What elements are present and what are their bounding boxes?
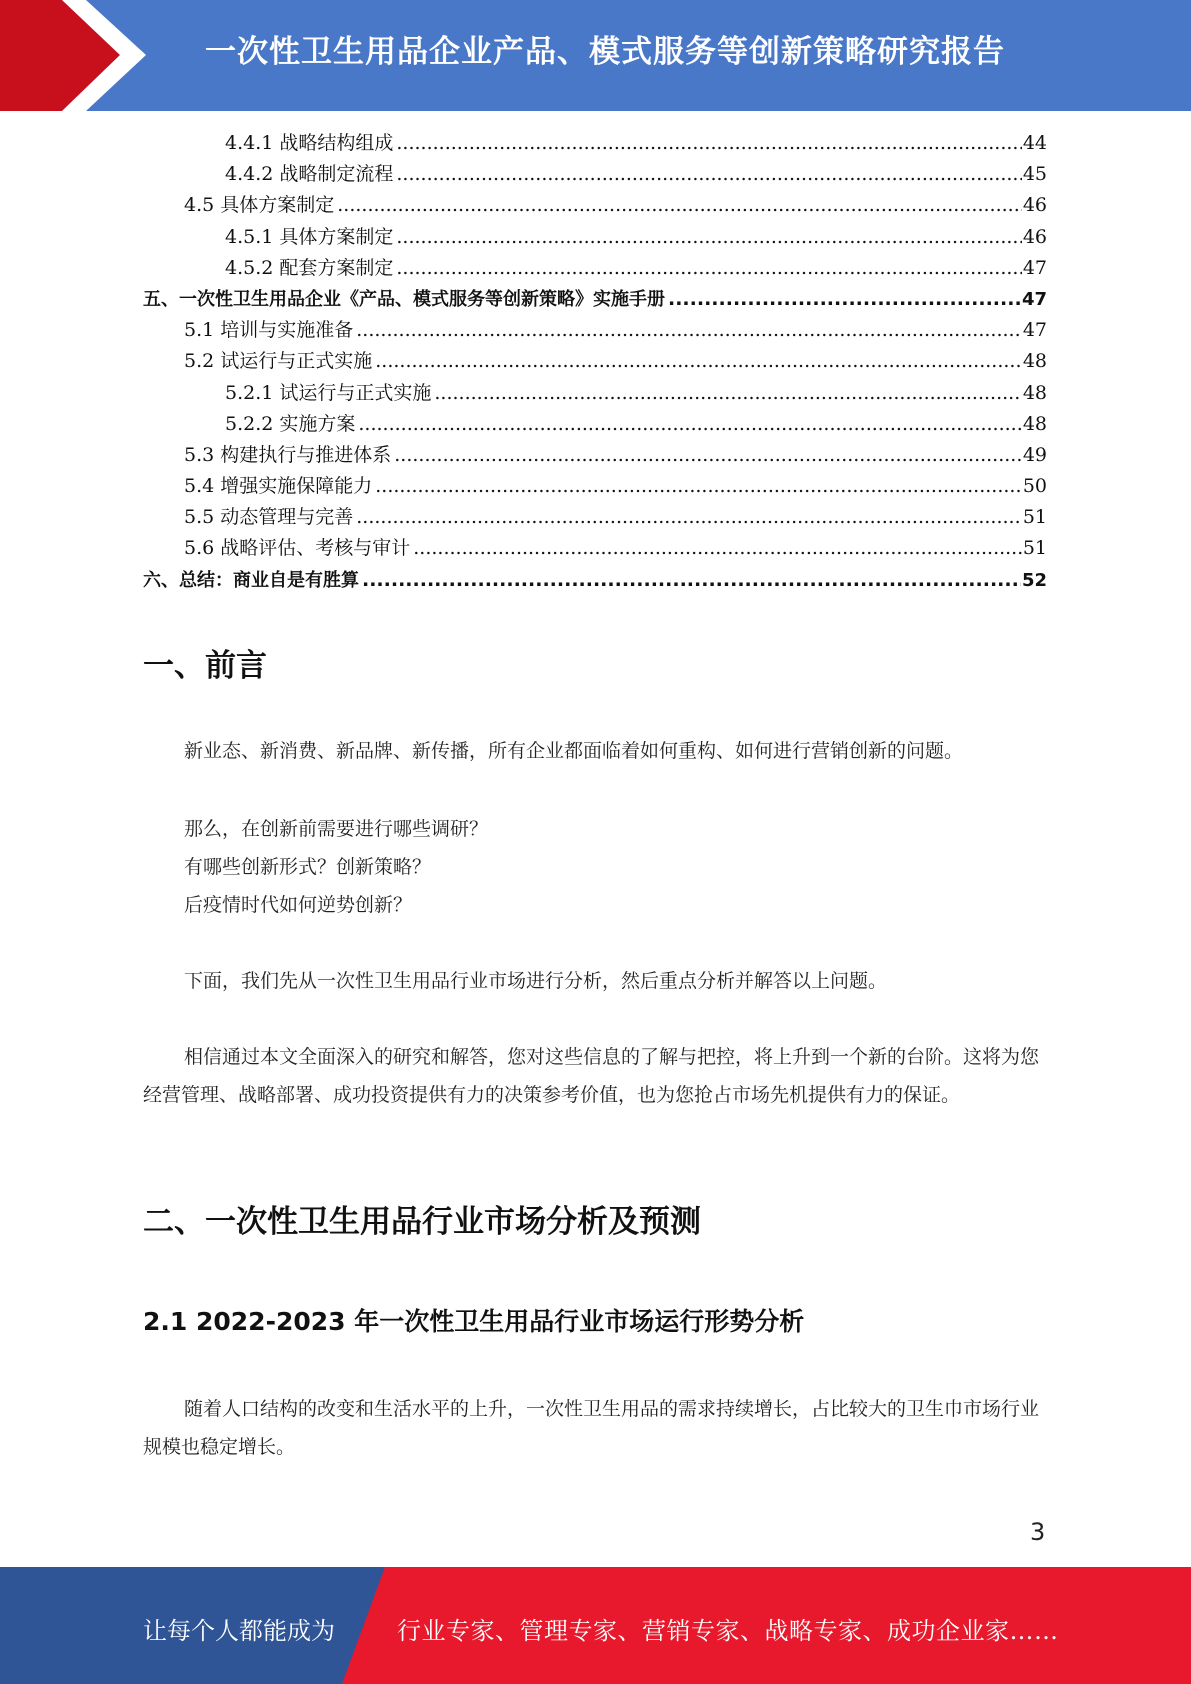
page-footer bbox=[0, 1567, 1191, 1684]
toc-dot-leader bbox=[413, 533, 1022, 564]
footer-slogan-left: 让每个人都能成为 bbox=[143, 1617, 335, 1645]
toc-dot-leader bbox=[396, 159, 1021, 190]
toc-entry-title: 5.5 动态管理与完善 bbox=[184, 506, 354, 529]
toc-dot-leader bbox=[362, 565, 1021, 596]
paragraph: 那么，在创新前需要进行哪些调研？ bbox=[184, 818, 489, 840]
toc-dot-leader bbox=[396, 253, 1021, 284]
toc-entry-title: 5.4 增强实施保障能力 bbox=[184, 475, 373, 498]
toc-entry-page: 45 bbox=[1022, 163, 1047, 186]
toc-entry-title: 六、总结：商业自是有胜算 bbox=[143, 569, 359, 591]
paragraph: 相信通过本文全面深入的研究和解答，您对这些信息的了解与把控，将上升到一个新的台阶。这将为您经营管理、战略部署、成功投资提供有力的决策参考价值，也为您抢占市场先机提供有力的保证。 bbox=[143, 1046, 1040, 1106]
toc-dot-leader bbox=[375, 471, 1022, 502]
toc-dot-leader bbox=[394, 440, 1022, 471]
toc-entry-title: 5.2.1 试运行与正式实施 bbox=[225, 381, 432, 404]
toc-entry-page: 51 bbox=[1022, 506, 1047, 529]
toc-entry[interactable] bbox=[143, 159, 1047, 190]
table-of-contents bbox=[143, 128, 1047, 596]
paragraph: 随着人口结构的改变和生活水平的上升，一次性卫生用品的需求持续增长，占比较大的卫生巾市场行业规模也稳定增长。 bbox=[143, 1398, 1040, 1458]
toc-dot-leader bbox=[396, 222, 1021, 253]
toc-entry[interactable] bbox=[143, 315, 1047, 346]
toc-dot-leader bbox=[356, 315, 1022, 346]
toc-entry-title: 5.1 培训与实施准备 bbox=[184, 319, 354, 342]
toc-entry[interactable] bbox=[143, 502, 1047, 533]
toc-entry-title: 4.5.2 配套方案制定 bbox=[225, 256, 394, 279]
toc-entry[interactable] bbox=[143, 471, 1047, 502]
toc-entry-page: 46 bbox=[1022, 194, 1047, 217]
toc-entry-title: 五、一次性卫生用品企业《产品、模式服务等创新策略》实施手册 bbox=[143, 288, 665, 310]
toc-entry-title: 4.5 具体方案制定 bbox=[184, 194, 335, 217]
toc-dot-leader bbox=[337, 190, 1022, 221]
toc-entry[interactable] bbox=[143, 565, 1047, 596]
footer-slogan-right: 行业专家、管理专家、营销专家、战略专家、成功企业家…… bbox=[397, 1617, 1059, 1645]
toc-entry[interactable] bbox=[143, 284, 1047, 315]
toc-dot-leader bbox=[668, 284, 1021, 315]
toc-entry[interactable] bbox=[143, 346, 1047, 377]
paragraph: 新业态、新消费、新品牌、新传播，所有企业都面临着如何重构、如何进行营销创新的问题。 bbox=[184, 740, 964, 762]
toc-entry-page: 46 bbox=[1022, 225, 1047, 248]
toc-entry-title: 4.5.1 具体方案制定 bbox=[225, 225, 394, 248]
toc-dot-leader bbox=[356, 502, 1022, 533]
section-heading-preface: 一、前言 bbox=[143, 648, 267, 684]
header-red-arrow-decoration bbox=[0, 0, 160, 111]
toc-entry-title: 5.2 试运行与正式实施 bbox=[184, 350, 373, 373]
toc-entry[interactable] bbox=[143, 533, 1047, 564]
toc-entry[interactable] bbox=[143, 128, 1047, 159]
toc-entry-page: 47 bbox=[1021, 288, 1047, 310]
report-title: 一次性卫生用品企业产品、模式服务等创新策略研究报告 bbox=[205, 34, 1005, 70]
toc-entry-page: 48 bbox=[1022, 412, 1047, 435]
toc-entry-page: 51 bbox=[1022, 537, 1047, 560]
page-header bbox=[0, 0, 1191, 111]
toc-entry[interactable] bbox=[143, 378, 1047, 409]
section-heading-market-analysis: 二、一次性卫生用品行业市场分析及预测 bbox=[143, 1204, 701, 1240]
toc-dot-leader bbox=[358, 409, 1021, 440]
toc-entry-page: 52 bbox=[1021, 569, 1047, 591]
toc-entry-title: 5.2.2 实施方案 bbox=[225, 412, 356, 435]
toc-entry-page: 48 bbox=[1022, 350, 1047, 373]
toc-dot-leader bbox=[434, 378, 1021, 409]
toc-entry[interactable] bbox=[143, 409, 1047, 440]
toc-entry-page: 47 bbox=[1022, 256, 1047, 279]
paragraph: 有哪些创新形式？创新策略？ bbox=[184, 856, 432, 878]
toc-entry-page: 44 bbox=[1022, 132, 1047, 154]
paragraph: 后疫情时代如何逆势创新？ bbox=[184, 894, 413, 916]
paragraph: 下面，我们先从一次性卫生用品行业市场进行分析，然后重点分析并解答以上问题。 bbox=[184, 970, 888, 992]
toc-entry-page: 47 bbox=[1022, 319, 1047, 342]
page-number: 3 bbox=[1030, 1518, 1046, 1546]
toc-entry[interactable] bbox=[143, 190, 1047, 221]
toc-entry[interactable] bbox=[143, 222, 1047, 253]
toc-entry-page: 49 bbox=[1022, 443, 1047, 466]
subsection-heading: 2.1 2022-2023 年一次性卫生用品行业市场运行形势分析 bbox=[143, 1307, 805, 1336]
toc-dot-leader bbox=[375, 346, 1022, 377]
toc-entry-title: 5.3 构建执行与推进体系 bbox=[184, 443, 392, 466]
toc-entry-page: 48 bbox=[1022, 381, 1047, 404]
toc-dot-leader bbox=[396, 128, 1021, 159]
toc-entry-title: 4.4.1 战略结构组成 bbox=[225, 132, 394, 154]
toc-entry-title: 5.6 战略评估、考核与审计 bbox=[184, 537, 411, 560]
toc-entry-title: 4.4.2 战略制定流程 bbox=[225, 163, 394, 186]
toc-entry[interactable] bbox=[143, 253, 1047, 284]
toc-entry[interactable] bbox=[143, 440, 1047, 471]
toc-entry-page: 50 bbox=[1022, 475, 1047, 498]
